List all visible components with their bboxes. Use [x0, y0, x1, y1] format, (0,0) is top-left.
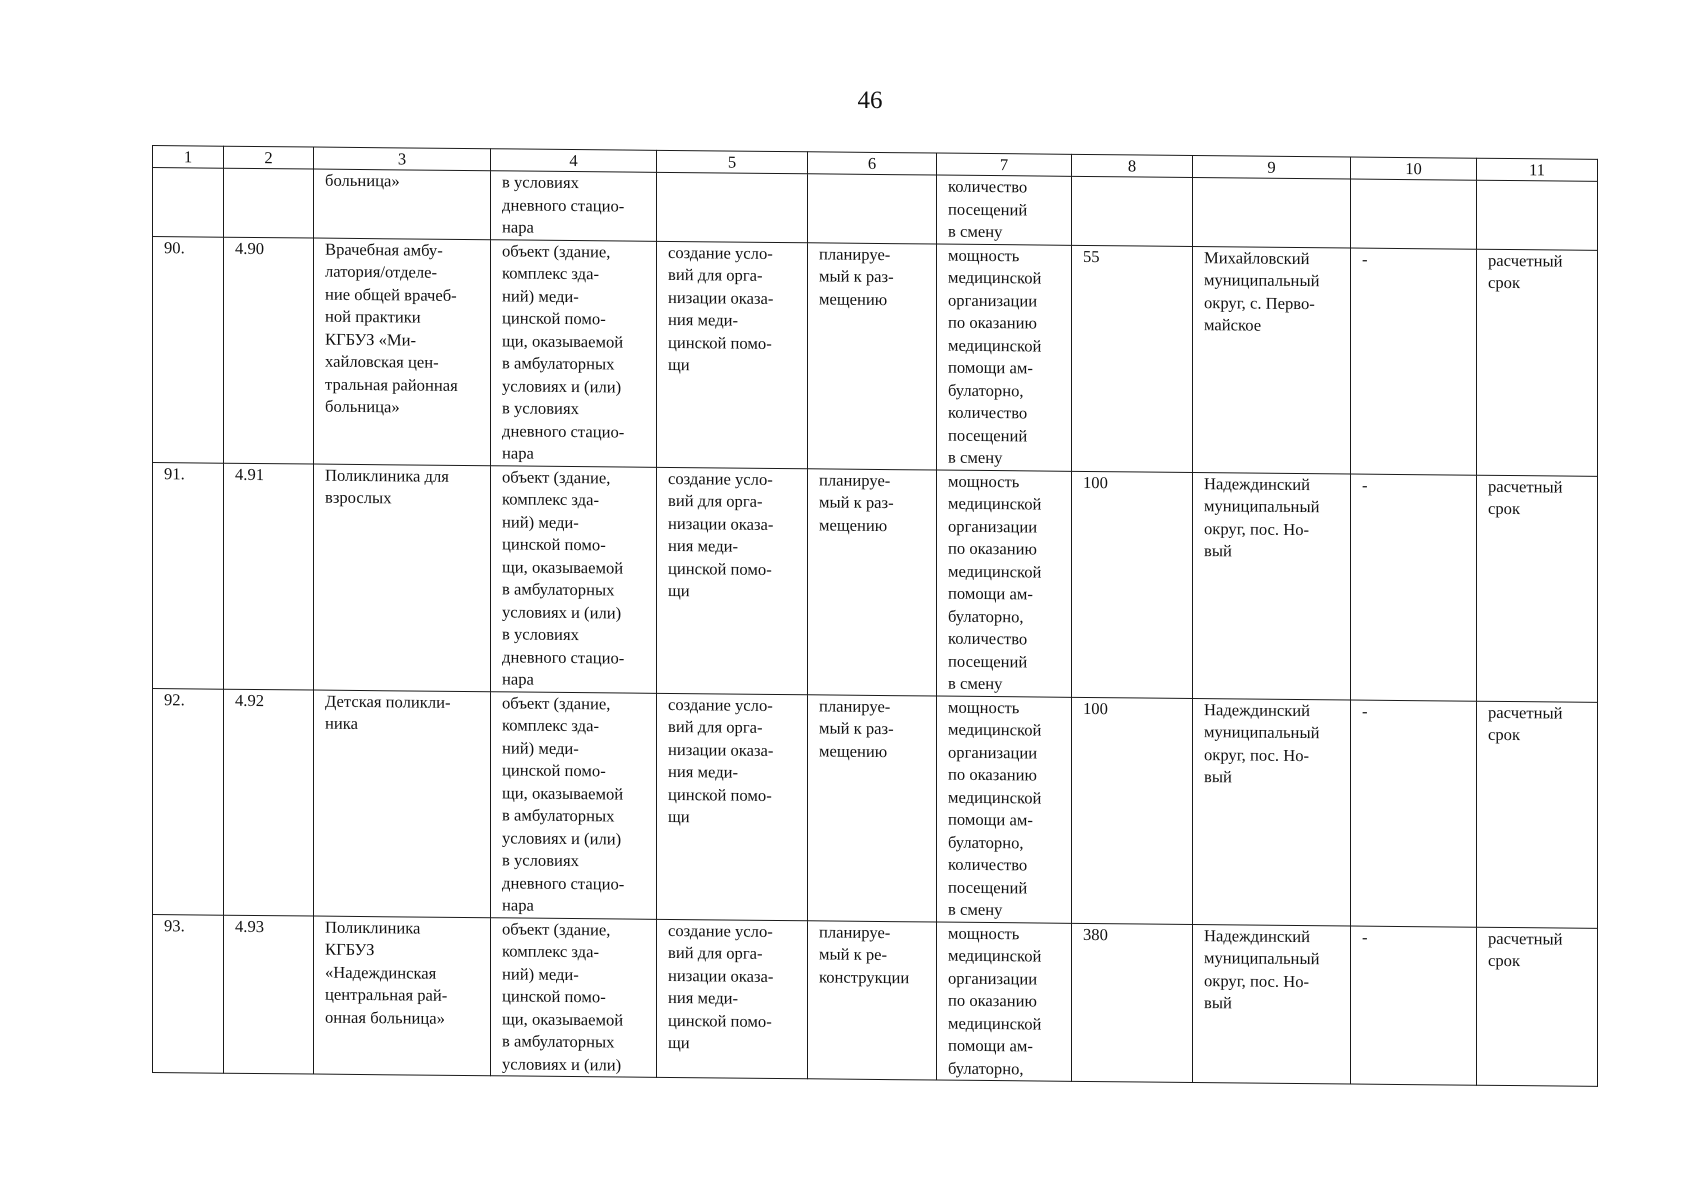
column-number-header: 8	[1072, 154, 1193, 177]
object-type-cell: объект (здание, комплекс зда- ний) меди- цинской помо- щи, оказываемой в амбулаторных условиях и (или) в условиях дневного стацио- нара	[491, 239, 657, 467]
object-code-cell: 4.93	[224, 915, 314, 1074]
location-cell: Надеждинский муниципальный округ, пос. Но- вый	[1193, 924, 1351, 1084]
term-cell	[1477, 180, 1598, 250]
object-type-cell: в условиях дневного стацио- нара	[491, 171, 657, 241]
object-code-cell: 4.92	[224, 689, 314, 916]
column-number-header: 5	[657, 150, 808, 173]
page-number: 46	[857, 87, 883, 114]
location-cell: Надеждинский муниципальный округ, пос. Но- вый	[1193, 698, 1351, 926]
zone-cell: -	[1351, 700, 1477, 927]
term-cell: расчетный срок	[1477, 927, 1598, 1087]
capacity-cell: 380	[1072, 923, 1193, 1083]
purpose-cell: создание усло- вий для орга- низации оказа- ния меди- цинской помо- щи	[657, 919, 808, 1079]
characteristic-cell: мощность медицинской организации по оказанию медицинской помощи ам- булаторно, количество посещений в смену	[937, 696, 1072, 923]
status-cell: планируе- мый к раз- мещению	[808, 242, 937, 469]
location-cell	[1193, 177, 1351, 247]
column-number-header: 6	[808, 152, 937, 175]
column-number-header: 1	[153, 146, 224, 169]
location-cell: Надеждинский муниципальный округ, пос. Но- вый	[1193, 472, 1351, 700]
purpose-cell: создание усло- вий для орга- низации оказа- ния меди- цинской помо- щи	[657, 241, 808, 468]
table-row-92	[153, 688, 1598, 928]
table-row-91	[153, 462, 1598, 702]
term-cell: расчетный срок	[1477, 701, 1598, 928]
status-cell: планируе- мый к ре- конструкции	[808, 920, 937, 1080]
column-number-header: 9	[1193, 155, 1351, 179]
status-cell: планируе- мый к раз- мещению	[808, 468, 937, 695]
column-number-header: 11	[1477, 158, 1598, 181]
table-row-90	[153, 236, 1598, 476]
characteristic-cell: количество посещений в смену	[937, 175, 1072, 245]
column-number-header: 2	[224, 146, 314, 169]
row-number-cell: 90.	[153, 236, 224, 463]
characteristic-cell: мощность медицинской организации по оказанию медицинской помощи ам- булаторно, количество посещений в смену	[937, 244, 1072, 471]
column-number-header: 3	[314, 147, 491, 171]
row-number-cell	[153, 168, 224, 237]
purpose-cell: создание усло- вий для орга- низации оказа- ния меди- цинской помо- щи	[657, 467, 808, 694]
planned-objects-table	[152, 145, 1598, 1087]
purpose-cell	[657, 172, 808, 242]
table-row-93	[153, 914, 1598, 1086]
row-number-cell: 93.	[153, 914, 224, 1073]
object-type-cell: объект (здание, комплекс зда- ний) меди- цинской помо- щи, оказываемой в амбулаторных условиях и (или)	[491, 917, 657, 1077]
row-number-cell: 92.	[153, 688, 224, 915]
object-type-cell: объект (здание, комплекс зда- ний) меди- цинской помо- щи, оказываемой в амбулаторных условиях и (или) в условиях дневного стацио- нара	[491, 465, 657, 693]
object-code-cell: 4.90	[224, 237, 314, 464]
status-cell	[808, 174, 937, 244]
capacity-cell: 100	[1072, 697, 1193, 924]
zone-cell	[1351, 179, 1477, 249]
capacity-cell: 55	[1072, 245, 1193, 472]
characteristic-cell: мощность медицинской организации по оказанию медицинской помощи ам- булаторно, количество посещений в смену	[937, 470, 1072, 697]
object-type-cell: объект (здание, комплекс зда- ний) меди- цинской помо- щи, оказываемой в амбулаторных условиях и (или) в условиях дневного стацио- нара	[491, 691, 657, 919]
object-name-cell: Детская поликли- ника	[314, 690, 491, 918]
object-code-cell	[224, 168, 314, 237]
object-name-cell: больница»	[314, 169, 491, 239]
column-number-header: 4	[491, 149, 657, 173]
purpose-cell: создание усло- вий для орга- низации оказа- ния меди- цинской помо- щи	[657, 693, 808, 920]
object-code-cell: 4.91	[224, 463, 314, 690]
column-number-header: 10	[1351, 157, 1477, 180]
object-name-cell: Врачебная амбу- латория/отделе- ние общей врачеб- ной практики КГБУЗ «Ми- хайловская цен- тральная районная больница»	[314, 238, 491, 466]
capacity-cell	[1072, 176, 1193, 246]
term-cell: расчетный срок	[1477, 475, 1598, 702]
column-number-header: 7	[937, 153, 1072, 176]
capacity-cell: 100	[1072, 471, 1193, 698]
characteristic-cell: мощность медицинской организации по оказанию медицинской помощи ам- булаторно,	[937, 922, 1072, 1082]
zone-cell: -	[1351, 248, 1477, 475]
status-cell: планируе- мый к раз- мещению	[808, 694, 937, 921]
zone-cell: -	[1351, 926, 1477, 1086]
object-name-cell: Поликлиника для взрослых	[314, 464, 491, 692]
term-cell: расчетный срок	[1477, 249, 1598, 476]
object-name-cell: Поликлиника КГБУЗ «Надеждинская центральная рай- онная больница»	[314, 916, 491, 1076]
zone-cell: -	[1351, 474, 1477, 701]
location-cell: Михайловский муниципальный округ, с. Перво- майское	[1193, 246, 1351, 474]
row-number-cell: 91.	[153, 462, 224, 689]
